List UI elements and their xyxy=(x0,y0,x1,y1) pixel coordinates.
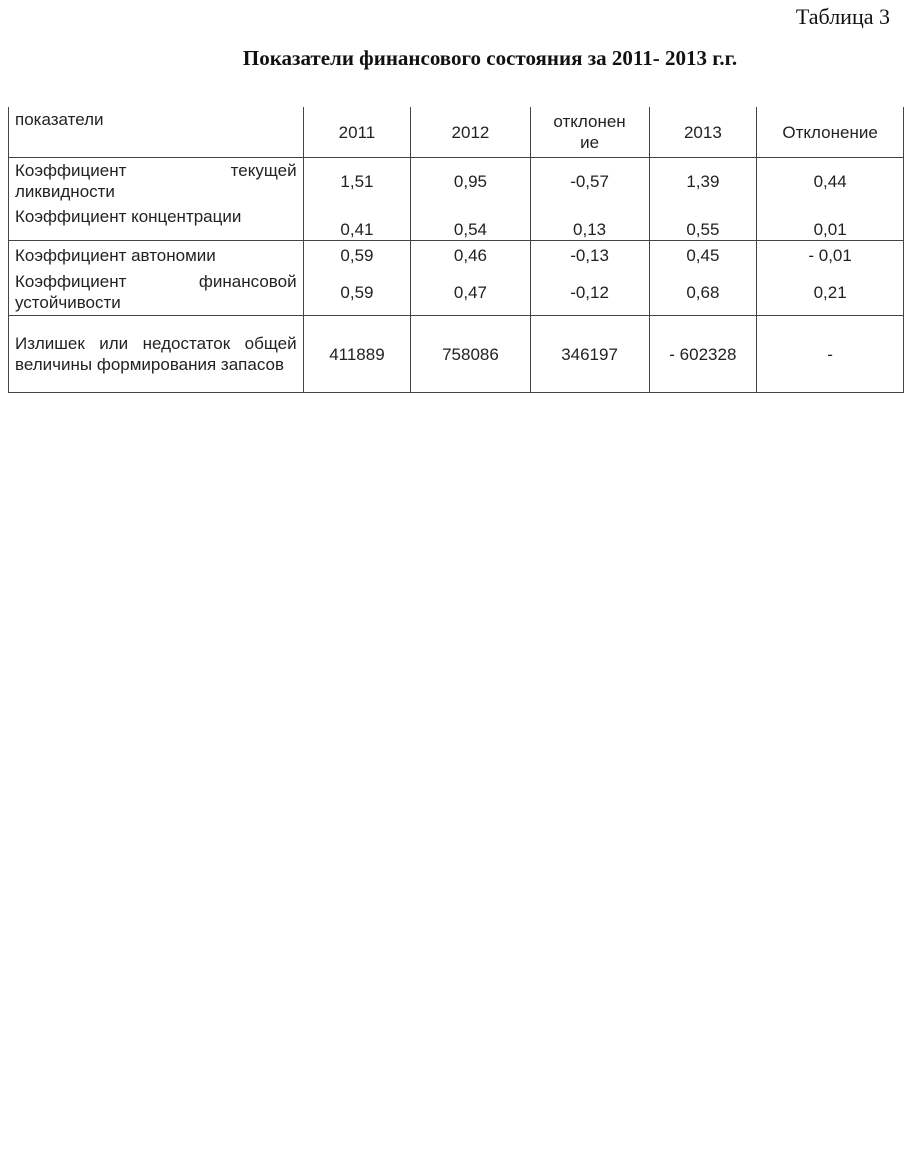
cell-deviation-2: 0,21 xyxy=(757,269,904,316)
header-cell-2011: 2011 xyxy=(303,107,411,158)
cell-2013: 0,55 xyxy=(649,204,757,241)
cell-deviation-1: 346197 xyxy=(530,316,649,393)
header-cell-deviation-2: Отклонение xyxy=(757,107,904,158)
row-label: Излишек или недостаток общей величины формирования запасов xyxy=(9,316,304,393)
header-deviation-line-1: отклонен xyxy=(553,112,626,131)
cell-2013: 0,45 xyxy=(649,241,757,270)
table-row xyxy=(9,316,904,393)
cell-deviation-1: 0,13 xyxy=(530,204,649,241)
cell-2011: 0,41 xyxy=(303,204,411,241)
table-header-row xyxy=(9,107,904,158)
cell-2011: 0,59 xyxy=(303,241,411,270)
row-label: Коэффициент автономии xyxy=(9,241,304,270)
header-cell-deviation-1 xyxy=(530,107,649,158)
cell-deviation-2: - xyxy=(757,316,904,393)
table-number-label: Таблица 3 xyxy=(795,4,890,29)
cell-2012: 758086 xyxy=(411,316,530,393)
cell-2011: 1,51 xyxy=(303,158,411,205)
cell-2012: 0,54 xyxy=(411,204,530,241)
cell-deviation-1: -0,12 xyxy=(530,269,649,316)
header-cell-2013: 2013 xyxy=(649,107,757,158)
table-row xyxy=(9,158,904,205)
cell-2013: - 602328 xyxy=(649,316,757,393)
cell-2012: 0,47 xyxy=(411,269,530,316)
table-row xyxy=(9,269,904,316)
cell-2013: 1,39 xyxy=(649,158,757,205)
cell-deviation-2: - 0,01 xyxy=(757,241,904,270)
table-row xyxy=(9,241,904,270)
cell-deviation-1: -0,13 xyxy=(530,241,649,270)
row-label: Коэффициент финансовой устойчивости xyxy=(9,269,304,316)
cell-2011: 411889 xyxy=(303,316,411,393)
table-row xyxy=(9,204,904,241)
cell-2012: 0,95 xyxy=(411,158,530,205)
row-label: Коэффициент концентрации xyxy=(9,204,304,241)
cell-2012: 0,46 xyxy=(411,241,530,270)
cell-deviation-2: 0,44 xyxy=(757,158,904,205)
row-label: Коэффициент текущей ликвидности xyxy=(9,158,304,205)
header-cell-2012: 2012 xyxy=(411,107,530,158)
document-title: Показатели финансового состояния за 2011- 2013 г.г. xyxy=(242,46,738,70)
cell-deviation-1: -0,57 xyxy=(530,158,649,205)
header-cell-indicators: показатели xyxy=(9,107,304,158)
financial-indicators-table xyxy=(8,107,904,393)
header-deviation-line-2: ие xyxy=(580,133,600,152)
cell-2013: 0,68 xyxy=(649,269,757,316)
cell-deviation-2: 0,01 xyxy=(757,204,904,241)
cell-2011: 0,59 xyxy=(303,269,411,316)
